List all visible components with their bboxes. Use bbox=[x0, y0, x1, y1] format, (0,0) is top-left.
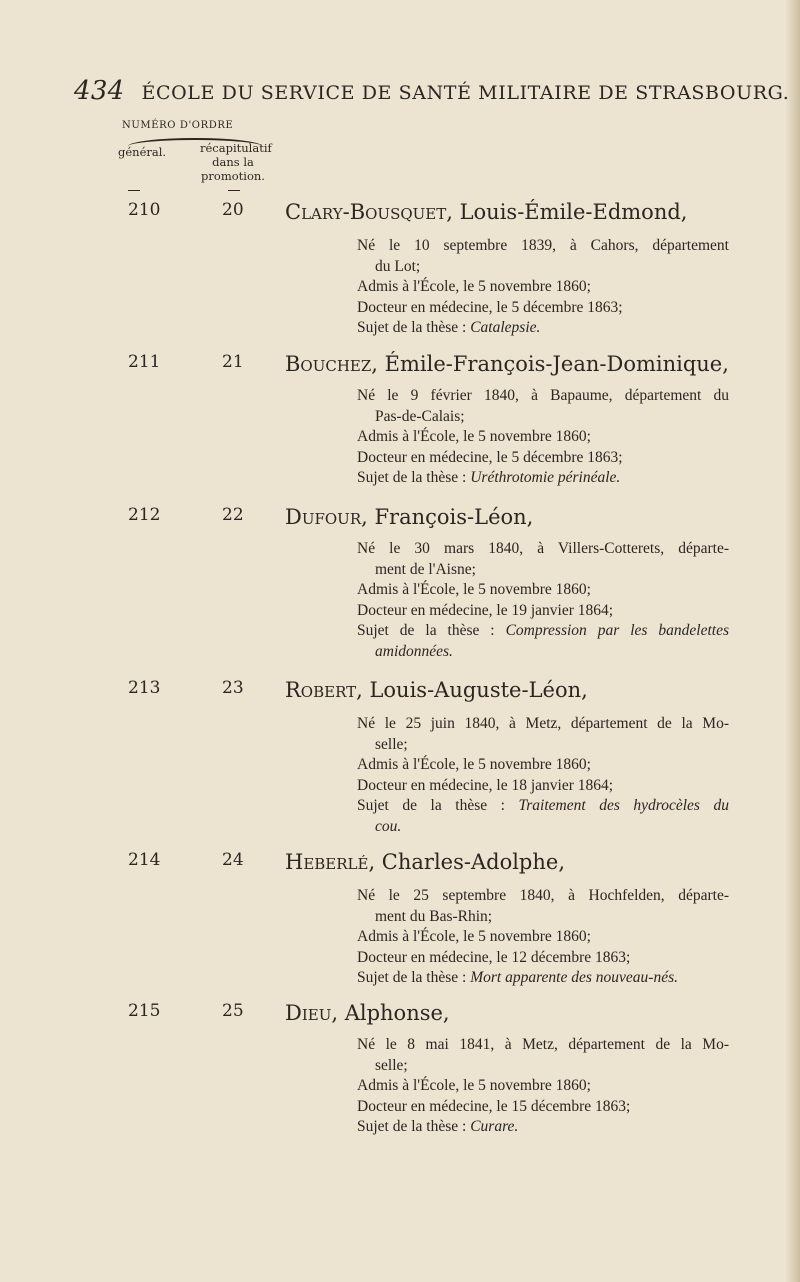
entry-name: Clary-Bousquet, Louis-Émile-Edmond, bbox=[285, 200, 688, 224]
number-general: 215 bbox=[128, 1001, 161, 1021]
thesis-title: Compression par les bandelettes bbox=[505, 622, 729, 639]
thesis-title-cont: amidonnées. bbox=[375, 642, 453, 660]
entry-name: Dieu, Alphonse, bbox=[285, 1001, 450, 1025]
entry-name: Dufour, François-Léon, bbox=[285, 505, 534, 529]
column-general-label: général. bbox=[118, 145, 167, 159]
number-promotion: 25 bbox=[222, 1001, 244, 1021]
entry-details: Né le 25 juin 1840, à Metz, département de la Mo- selle; Admis à l'École, le 5 novembre 1860; Docteur en médecine, le 18 janvier 1864; Sujet de la thèse : Traitement des hydrocèles du cou. bbox=[357, 714, 729, 837]
entry-details: Né le 8 mai 1841, à Metz, département de la Mo- selle; Admis à l'École, le 5 novembre 1860; Docteur en médecine, le 15 décembre 1863; Sujet de la thèse : Curare. bbox=[357, 1036, 729, 1135]
column-dash bbox=[228, 190, 240, 191]
page-header bbox=[74, 76, 790, 106]
thesis-title: Traitement des hydrocèles du bbox=[518, 797, 729, 814]
number-promotion: 22 bbox=[222, 505, 244, 525]
number-promotion: 21 bbox=[222, 352, 244, 372]
number-promotion: 20 bbox=[222, 200, 244, 220]
column-dash bbox=[128, 190, 140, 191]
thesis-title: Curare. bbox=[470, 1118, 519, 1135]
entry-details: Né le 30 mars 1840, à Villers-Cotterets, départe- ment de l'Aisne; Admis à l'École, le 5 novembre 1860; Docteur en médecine, le 19 janvier 1864; Sujet de la thèse : Compression par les bandelettes amidonnées. bbox=[357, 539, 729, 662]
entry-name: Bouchez, Émile-François-Jean-Dominique, bbox=[285, 352, 729, 376]
number-promotion: 24 bbox=[222, 850, 244, 870]
page-edge bbox=[786, 0, 800, 1282]
entry-name: Heberlé, Charles-Adolphe, bbox=[285, 850, 566, 874]
number-promotion: 23 bbox=[222, 678, 244, 698]
number-general: 210 bbox=[128, 200, 161, 220]
number-general: 214 bbox=[128, 850, 161, 870]
number-general: 212 bbox=[128, 505, 161, 525]
page-number: 434 bbox=[74, 76, 125, 106]
entry-details: Né le 9 février 1840, à Bapaume, département du Pas-de-Calais; Admis à l'École, le 5 novembre 1860; Docteur en médecine, le 5 décembre 1863; Sujet de la thèse : Uréthrotomie périnéale. bbox=[357, 387, 729, 486]
thesis-title: Mort apparente des nouveau-nés. bbox=[470, 969, 678, 986]
number-general: 211 bbox=[128, 352, 161, 372]
entry-name: Robert, Louis-Auguste-Léon, bbox=[285, 678, 588, 702]
thesis-title-cont: cou. bbox=[375, 817, 402, 835]
number-general: 213 bbox=[128, 678, 161, 698]
entry-details: Né le 10 septembre 1839, à Cahors, département du Lot; Admis à l'École, le 5 novembre 1860; Docteur en médecine, le 5 décembre 1863; Sujet de la thèse : Catalepsie. bbox=[357, 237, 729, 336]
column-heading: NUMÉRO D'ORDRE bbox=[122, 120, 234, 131]
entry-details: Né le 25 septembre 1840, à Hochfelden, départe- ment du Bas-Rhin; Admis à l'École, le 5 novembre 1860; Docteur en médecine, le 12 décembre 1863; Sujet de la thèse : Mort apparente des nouveau-nés. bbox=[357, 887, 729, 986]
thesis-title: Uréthrotomie périnéale. bbox=[470, 469, 621, 486]
thesis-title: Catalepsie. bbox=[470, 319, 541, 336]
running-title: ÉCOLE DU SERVICE DE SANTÉ MILITAIRE DE STRASBOURG. bbox=[141, 82, 790, 104]
column-recap-label: récapitulatif dans la promotion. bbox=[200, 141, 272, 183]
